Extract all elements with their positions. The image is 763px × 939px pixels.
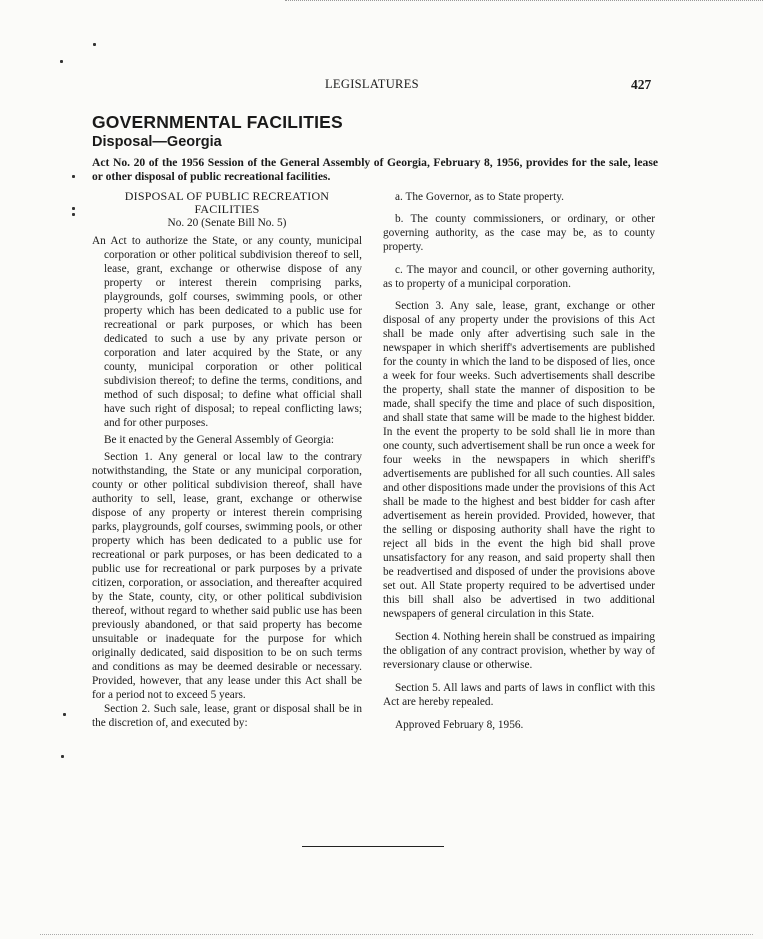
section-4: Section 4. Nothing herein shall be construed as impairing the obligation of any contract provision, whether by way of reversionary clause or otherwise. bbox=[383, 631, 655, 671]
bill-number: No. 20 (Senate Bill No. 5) bbox=[167, 217, 287, 229]
approval-date: Approved February 8, 1956. bbox=[395, 719, 524, 731]
margin-mark bbox=[72, 213, 75, 216]
page-number: 427 bbox=[631, 77, 652, 92]
margin-mark bbox=[63, 713, 66, 716]
section-title: DISPOSAL OF PUBLIC RECREATION FACILITIES bbox=[124, 189, 330, 216]
right-column bbox=[383, 190, 655, 732]
act-caption: An Act to authorize the State, or any county, municipal corporation or other political subdivision thereof to sell, lease, grant, exchange or otherwise dispose of any property or interest therein comprising parks, playgrounds, golf courses, swimming pools, or other property which has been dedicated to a public use for recreational or park purposes, or which has been dedicated to such a use by any private person or corporation and later acquired by the State, or any county, municipal corporation or other political subdivision thereof; to define the terms, conditions, and method of such disposal; to define what official shall have such right of disposal; to repeal conflicting laws; and for other purposes. bbox=[92, 235, 362, 429]
item-b: b. The county commissioners, or ordinary, or other governing authority, as the case may be, as to county property. bbox=[383, 213, 655, 253]
closing-rule bbox=[302, 846, 444, 847]
article-heading bbox=[92, 112, 343, 150]
section-1: Section 1. Any general or local law to the contrary notwithstanding, the State or any municipal corporation, county or other political subdivision thereof, shall have authority to sell, lease, grant, exchange or otherwise dispose of any property or interest therein comprising parks, playgrounds, golf courses, swimming pools, or other property which has been dedicated to a public use for recreational or park purposes, or has been dedicated to a public use for recreational or park purposes by a private citizen, corporation, or association, and thereafter acquired by the State, county, city, or other political subdivision thereof, without regard to whether said public use has been previously abandoned, or that said property has become unsuitable or inadequate for the purpose for which originally dedicated, said disposition to be on such terms and conditions as may be deemed desirable or necessary. Provided, however, that any lease under this Act shall be for a period not to exceed 5 years. bbox=[92, 451, 362, 701]
scan-speck bbox=[60, 60, 63, 63]
article-title: GOVERNMENTAL FACILITIES bbox=[92, 112, 343, 132]
enacting-clause: Be it enacted by the General Assembly of Georgia: bbox=[104, 434, 335, 446]
margin-mark bbox=[61, 755, 64, 758]
section-5: Section 5. All laws and parts of laws in conflict with this Act are hereby repealed. bbox=[383, 682, 655, 708]
act-summary: Act No. 20 of the 1956 Session of the General Assembly of Georgia, February 8, 1956, provides for the sale, lease or other disposal of public recreational facilities. bbox=[92, 156, 658, 183]
section-3: Section 3. Any sale, lease, grant, exchange or other disposal of any property under the provisions of this Act shall be made only after advertising such sale in the newspaper in which sheriff's advertisements are published for the county in which the land to be disposed of lies, once a week for four weeks. Such advertisements shall describe the property, shall state the manner of disposition to be made, shall specify the time and place of such disposition, and shall state that same will be made to the highest bidder. In the event the property to be sold shall lie in more than one county, such advertisement shall be run once a week for four weeks in the newspapers in which sheriff's advertisements are published for all such counties. All sales and other dispositions made under the provisions of this Act shall be made to the highest and best bidder for cash after advertisement as herein provided. Provided, however, that the selling or disposing authority shall have the right to reject all bids in the event the high bid shall prove unsatisfactory for any reason, and said property shall then be readvertised and disposed of under the provisions above set out. All State property required to be advertised under this bill shall also be advertised in two additional newspapers of general circulation in this State. bbox=[383, 300, 655, 620]
scan-edge-bottom bbox=[40, 934, 753, 935]
item-c: c. The mayor and council, or other governing authority, as to property of a municipal corporation. bbox=[383, 264, 655, 290]
running-head-title: LEGISLATURES bbox=[325, 77, 419, 91]
left-column bbox=[92, 190, 362, 730]
article-subtitle: Disposal—Georgia bbox=[92, 134, 222, 150]
margin-mark bbox=[72, 175, 75, 178]
margin-mark bbox=[72, 207, 75, 210]
item-a: a. The Governor, as to State property. bbox=[395, 191, 564, 203]
scan-speck bbox=[93, 43, 96, 46]
section-2: Section 2. Such sale, lease, grant or disposal shall be in the discretion of, and executed by: bbox=[92, 703, 362, 729]
scan-edge-top bbox=[285, 0, 763, 1]
